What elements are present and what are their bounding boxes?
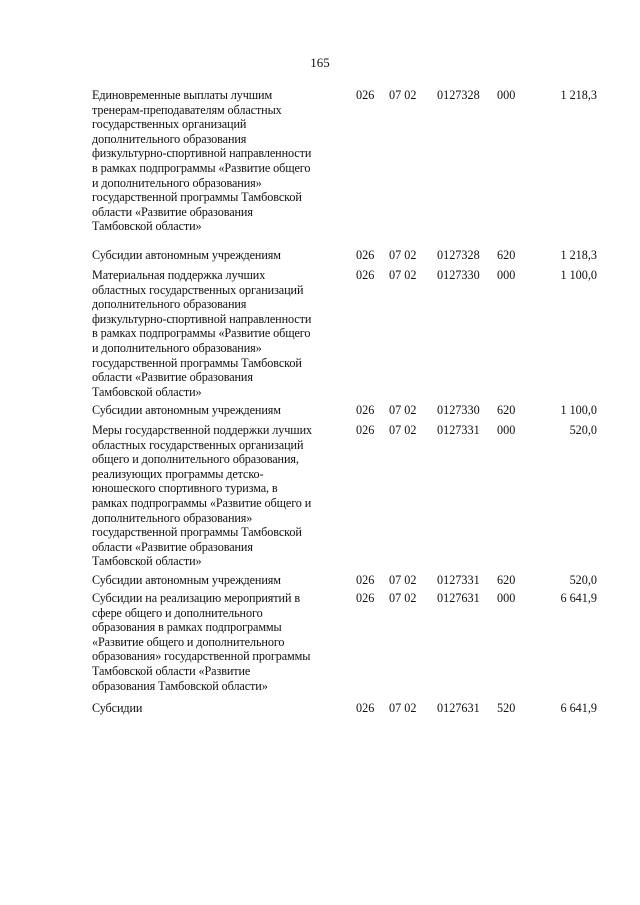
row-section: 07 02 [389,573,417,587]
row-admin-code: 026 [356,701,375,715]
row-expense-type: 000 [497,423,516,437]
row-description: Материальная поддержка лучших областных государственных организаций дополнительного образования физкультурно-спортивной направленности в рамках подпрограммы «Развитие общего и дополнительного образования» государственной программы Тамбовской области «Развитие образования Тамбовской области» [92,268,312,399]
row-description: Субсидии на реализацию мероприятий в сфере общего и дополнительного образования в рамках подпрограммы «Развитие общего и дополнительного образования» государственной программы Тамбовской области «Развитие образования Тамбовской области» [92,591,311,693]
table-row [0,88,640,248]
row-admin-code: 026 [356,423,375,437]
row-admin-code: 026 [356,573,375,587]
row-target-code: 0127328 [437,88,480,102]
table-row [0,573,640,591]
row-expense-type: 000 [497,88,516,102]
row-amount: 6 641,9 [560,701,597,715]
row-admin-code: 026 [356,248,375,262]
page-number: 165 [310,55,330,70]
row-expense-type: 620 [497,248,516,262]
table-row [0,423,640,573]
row-description: Меры государственной поддержки лучших областных государственных организаций общего и дополнительного образования, реализующих программы детско- юношеского спортивного туризма, в рамках подпрограммы «Развитие общего и дополнительного образования» государственной программы Тамбовской области «Развитие образования Тамбовской области» [92,423,313,569]
row-target-code: 0127328 [437,248,480,262]
row-expense-type: 620 [497,573,516,587]
table-row [0,248,640,268]
row-section: 07 02 [389,423,417,437]
row-target-code: 0127330 [437,403,480,417]
row-amount: 1 100,0 [560,403,597,417]
row-target-code: 0127330 [437,268,480,282]
table-row [0,268,640,403]
table-row [0,403,640,423]
row-target-code: 0127631 [437,591,480,605]
row-amount: 520,0 [569,573,597,587]
table-row [0,591,640,701]
row-section: 07 02 [389,591,417,605]
row-section: 07 02 [389,403,417,417]
row-amount: 1 218,3 [560,248,597,262]
row-expense-type: 000 [497,591,516,605]
row-description: Субсидии автономным учреждениям [92,403,281,417]
row-expense-type: 620 [497,403,516,417]
table-row [0,701,640,721]
row-expense-type: 520 [497,701,516,715]
row-section: 07 02 [389,268,417,282]
row-target-code: 0127331 [437,423,480,437]
row-description: Субсидии автономным учреждениям [92,573,281,587]
row-section: 07 02 [389,701,417,715]
row-admin-code: 026 [356,591,375,605]
row-admin-code: 026 [356,88,375,102]
budget-table [0,88,640,721]
row-description: Субсидии автономным учреждениям [92,248,281,262]
row-admin-code: 026 [356,403,375,417]
row-description: Единовременные выплаты лучшим тренерам-преподавателям областных государственных организаций дополнительного образования физкультурно-спортивной направленности в рамках подпрограммы «Развитие общего и дополнительного образования» государственной программы Тамбовской области «Развитие образования Тамбовской области» [92,88,312,234]
row-target-code: 0127331 [437,573,480,587]
row-expense-type: 000 [497,268,516,282]
row-amount: 520,0 [569,423,597,437]
row-section: 07 02 [389,88,417,102]
row-description: Субсидии [92,701,143,715]
row-amount: 1 100,0 [560,268,597,282]
row-target-code: 0127631 [437,701,480,715]
row-amount: 1 218,3 [560,88,597,102]
row-section: 07 02 [389,248,417,262]
row-amount: 6 641,9 [560,591,597,605]
row-admin-code: 026 [356,268,375,282]
